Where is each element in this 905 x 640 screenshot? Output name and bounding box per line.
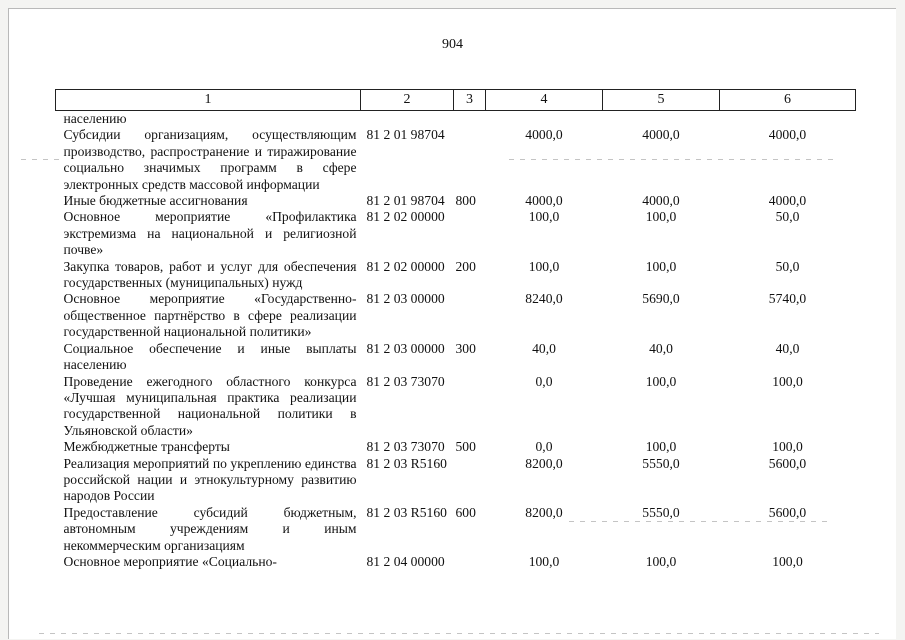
value-year-3: 40,0 [775,340,800,356]
item-code: 81 2 03 00000 [366,340,445,356]
item-name: Закупка товаров, работ и услуг для обеспечения государственных (муниципальных) нужд [63,258,357,291]
table-row [56,505,856,554]
table-row [56,374,856,440]
item-kind [454,456,486,505]
header-cell-1: 1 [56,90,361,111]
value-year-3 [720,111,856,128]
item-code: 81 2 01 98704 [366,193,445,209]
item-name: Основное мероприятие «Социально- [63,553,277,569]
value-year-2: 5550,0 [642,455,680,471]
value-year-3: 4000,0 [768,127,807,143]
header-row [56,90,856,111]
value-year-2: 5690,0 [642,291,680,307]
value-year-3: 5600,0 [768,504,807,520]
item-kind: 500 [455,439,476,455]
value-year-3: 100,0 [772,439,803,455]
value-year-2: 100,0 [645,553,677,569]
table-row [56,341,856,374]
table-row [56,456,856,505]
item-kind: 600 [455,504,476,520]
item-name: Предоставление субсидий бюджетным, автономным учреждениям и иным некоммерческим организациям [63,504,357,553]
value-year-2: 5550,0 [642,504,680,520]
item-kind [454,554,486,570]
item-name: Реализация мероприятий по укреплению единства российской нации и этнокультурному развитию народов России [63,455,357,504]
table-row [56,127,856,193]
item-kind [454,111,486,128]
value-year-1: 40,0 [532,340,556,356]
header-cell-3: 3 [454,90,486,111]
value-year-3: 4000,0 [768,193,807,209]
value-year-3: 50,0 [775,258,800,274]
value-year-3: 5600,0 [768,455,807,471]
document-page [8,8,896,639]
value-year-1: 100,0 [528,209,560,225]
table-row [56,439,856,455]
item-code [361,111,454,128]
value-year-1: 8200,0 [525,504,563,520]
item-name: Социальное обеспечение и иные выплаты населению [63,340,357,373]
item-name: Основное мероприятие «Государственно-общественное партнёрство в сфере реализации государственной национальной политики» [63,291,357,340]
value-year-3: 100,0 [772,373,803,389]
value-year-2 [603,111,720,128]
value-year-2: 40,0 [649,340,673,356]
table-row [56,259,856,292]
table-body [56,111,856,571]
item-name: Межбюджетные трансферты [63,439,230,455]
item-kind: 300 [455,340,476,356]
item-code: 81 2 03 R5160 [366,504,447,520]
value-year-3: 50,0 [775,209,800,225]
value-year-2: 100,0 [645,209,677,225]
table-header [56,90,856,111]
value-year-2: 4000,0 [642,127,680,143]
value-year-2: 100,0 [645,373,677,389]
page-number: 904 [442,37,463,52]
item-code: 81 2 03 00000 [366,291,445,307]
item-kind [454,374,486,440]
table-row [56,291,856,340]
table-row [56,209,856,258]
item-code: 81 2 02 00000 [366,258,445,274]
budget-table [55,89,856,570]
value-year-1: 4000,0 [525,127,563,143]
item-code: 81 2 01 98704 [366,127,445,143]
item-code: 81 2 02 00000 [366,209,445,225]
item-code: 81 2 03 73070 [366,439,445,455]
item-code: 81 2 03 73070 [366,373,445,389]
value-year-1: 0,0 [535,373,553,389]
scan-artifact-line [39,633,879,634]
item-name: Иные бюджетные ассигнования [63,193,248,209]
item-code: 81 2 03 R5160 [366,455,447,471]
value-year-3: 5740,0 [768,291,807,307]
value-year-1: 8200,0 [525,455,563,471]
value-year-3: 100,0 [772,553,803,569]
value-year-2: 100,0 [645,258,677,274]
item-kind: 800 [455,193,476,209]
item-kind [454,209,486,258]
header-cell-5: 5 [603,90,720,111]
item-kind [454,127,486,193]
header-cell-4: 4 [486,90,603,111]
value-year-1: 100,0 [528,258,560,274]
item-kind: 200 [455,258,476,274]
item-code: 81 2 04 00000 [366,553,445,569]
item-name: населению [63,111,127,126]
value-year-1 [486,111,603,128]
table-row [56,554,856,570]
table-row [56,193,856,209]
item-name: Основное мероприятие «Профилактика экстремизма на национальной и религиозной почве» [63,209,357,258]
item-name: Субсидии организациям, осуществляющим производство, распространение и тиражирование социально значимых программ в сфере электронных средств массовой информации [63,127,357,192]
value-year-2: 100,0 [645,439,677,455]
value-year-1: 100,0 [528,553,560,569]
value-year-2: 4000,0 [642,193,680,209]
item-kind [454,291,486,340]
value-year-1: 0,0 [535,439,553,455]
value-year-1: 4000,0 [525,193,563,209]
table-row [56,111,856,128]
value-year-1: 8240,0 [525,291,563,307]
header-cell-6: 6 [720,90,856,111]
item-name: Проведение ежегодного областного конкурса «Лучшая муниципальная практика реализации государственной национальной политики в Ульяновской области» [63,373,357,438]
header-cell-2: 2 [361,90,454,111]
